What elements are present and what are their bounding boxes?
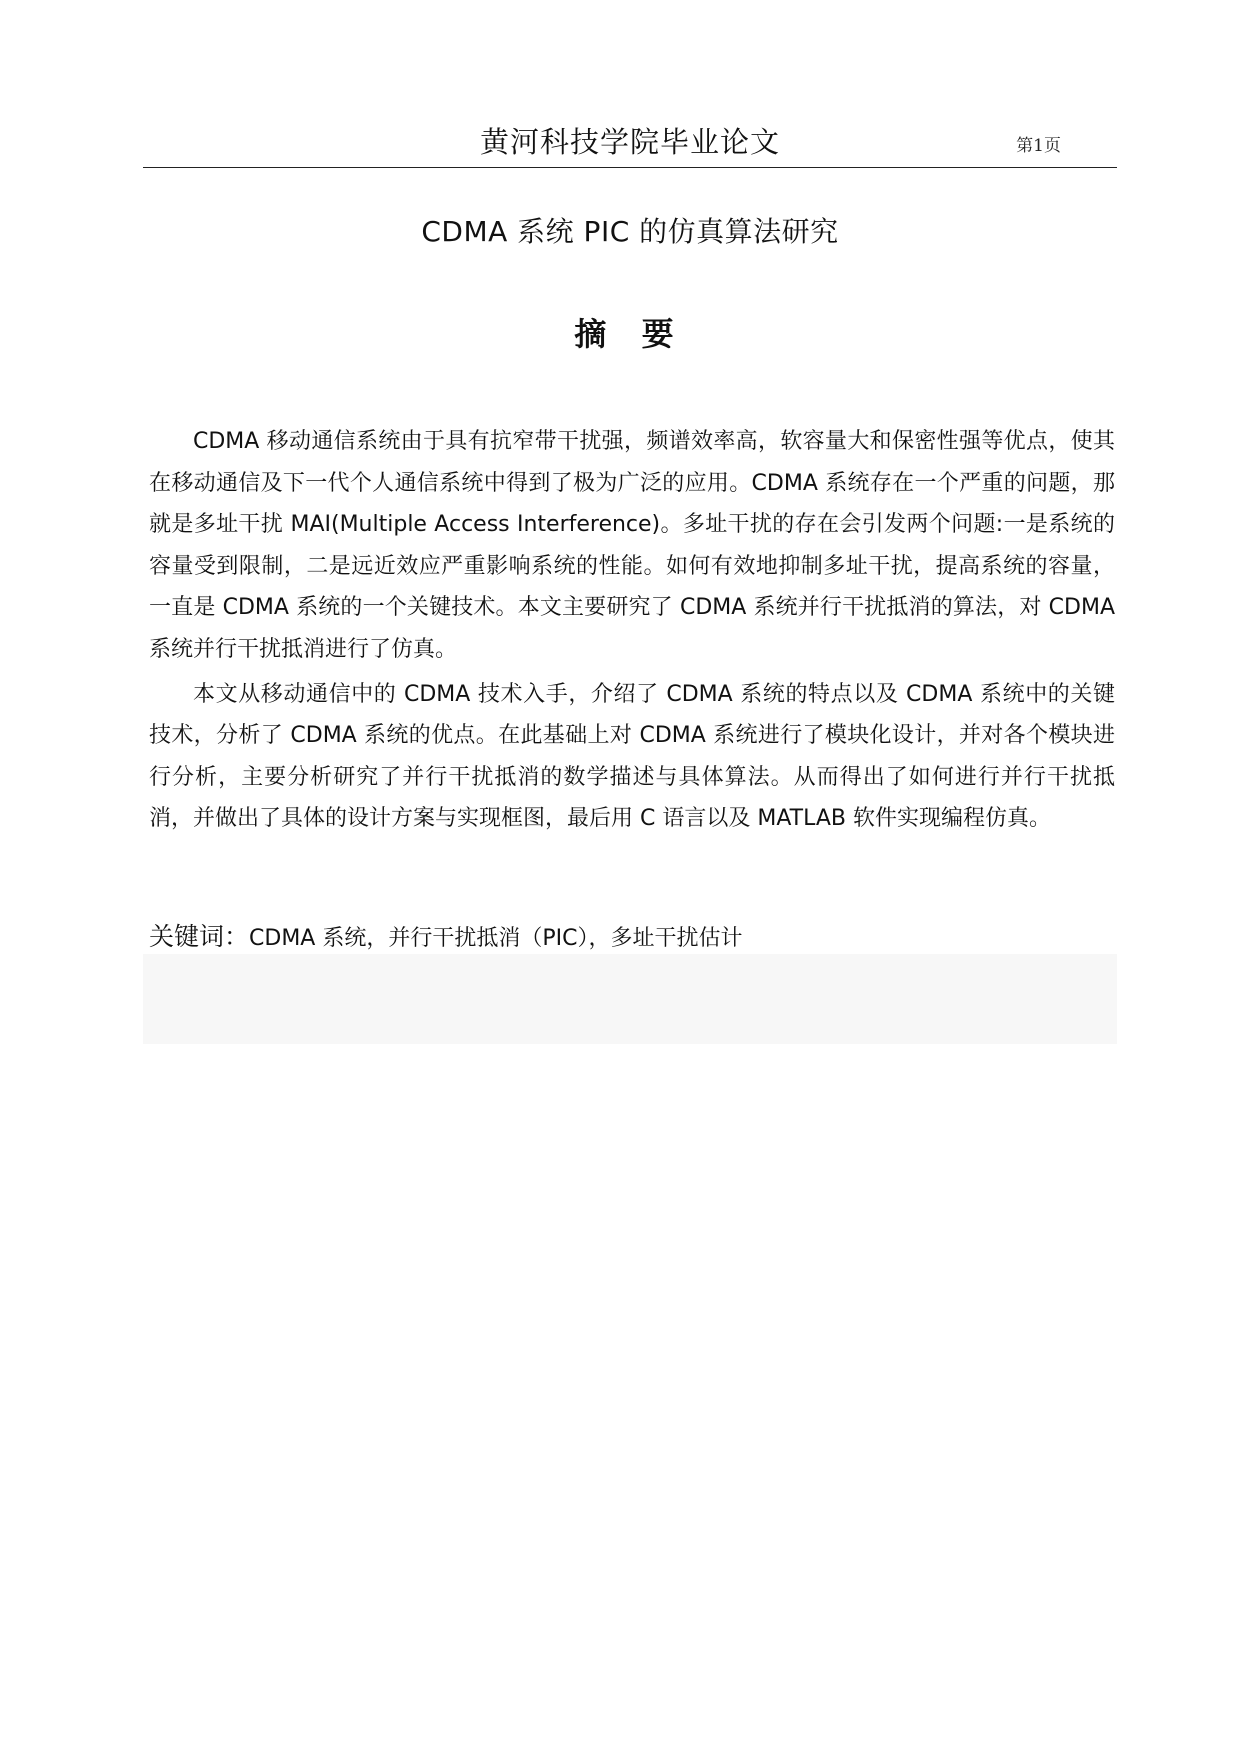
page-number: 第1页 bbox=[1016, 136, 1061, 156]
abstract-heading: 摘 要 bbox=[574, 315, 686, 353]
abstract-paragraph-2: 本文从移动通信中的 CDMA 技术入手，介绍了 CDMA 系统的特点以及 CDMA 系统中的关键技术，分析了 CDMA 系统的优点。在此基础上对 CDMA 系统进行了模块化设计，并对各个模块进行分析，主要分析研究了并行干扰抵消的数学描述与具体算法。从而得出了如何进行并行干扰抵消，并做出了具体的设计方案与实现框图，最后用 C 语言以及 MATLAB 软件实现编程仿真。 bbox=[149, 681, 1115, 832]
running-header bbox=[143, 122, 1117, 168]
header-title: 黄河科技学院毕业论文 bbox=[479, 125, 780, 159]
abstract-paragraph-1: CDMA 移动通信系统由于具有抗窄带干扰强，频谱效率高，软容量大和保密性强等优点，使其在移动通信及下一代个人通信系统中得到了极为广泛的应用。CDMA 系统存在一个严重的问题，那就是多址干扰 MAI(Multiple Access Interference)。多址干扰的存在会引发两个问题:一是系统的容量受到限制，二是远近效应严重影响系统的性能。如何有效地抑制多址干扰，提高系统的容量，一直是 CDMA 系统的一个关键技术。本文主要研究了 CDMA 系统并行干扰抵消的算法，对 CDMA 系统并行干扰抵消进行了仿真。 bbox=[149, 429, 1115, 662]
shaded-band bbox=[143, 954, 1117, 1044]
keywords-line bbox=[149, 918, 1115, 958]
keywords-label: 关键词： bbox=[149, 922, 250, 951]
abstract-body bbox=[149, 421, 1115, 843]
paper-title: CDMA 系统 PIC 的仿真算法研究 bbox=[421, 215, 839, 248]
keywords-text: CDMA 系统，并行干扰抵消（PIC），多址干扰估计 bbox=[249, 926, 743, 951]
